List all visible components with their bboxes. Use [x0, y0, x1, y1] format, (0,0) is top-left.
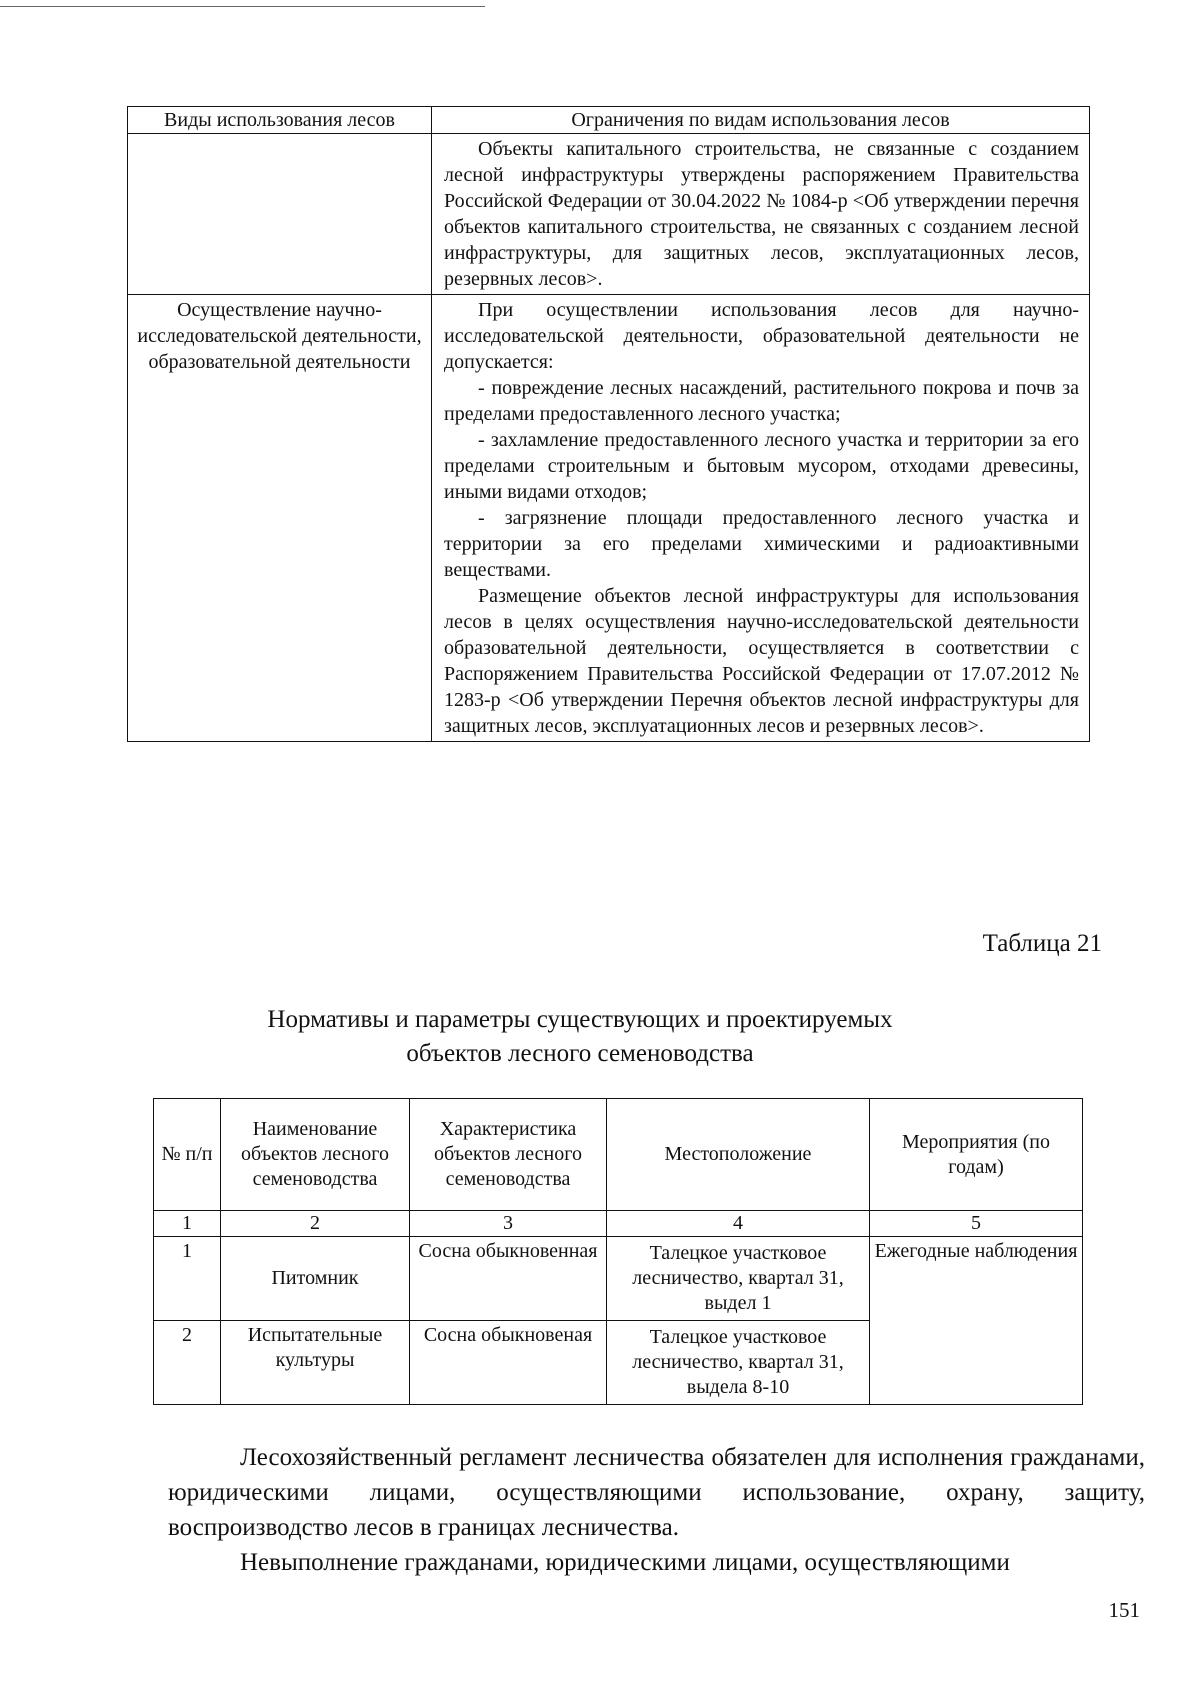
cell-location: Талецкое участковое лесничество, квартал 31, выдела 8-10: [607, 1321, 870, 1405]
cell-location: Талецкое участковое лесничество, квартал 31, выдел 1: [607, 1237, 870, 1321]
table-row: [128, 295, 1090, 742]
restriction-paragraph: - повреждение лесных насаждений, растительного покрова и почв за пределами предоставленного лесного участка;: [444, 377, 1079, 425]
restriction-paragraph: - захламление предоставленного лесного участка и территории за его пределами строительным и бытовым мусором, отходами древесины, иными видами отходов;: [444, 429, 1079, 503]
body-text: [168, 1440, 1145, 1580]
table-title-line: объектов лесного семеноводства: [406, 1040, 754, 1067]
cell-characteristic: Сосна обыкновеная: [410, 1321, 607, 1405]
table-title-line: Нормативы и параметры существующих и проектируемых: [267, 1006, 893, 1033]
table-header-row: [128, 107, 1090, 134]
forest-use-restrictions-table: [127, 106, 1090, 742]
table-row: [154, 1237, 1083, 1321]
column-number: 4: [607, 1211, 870, 1237]
table-row: [128, 134, 1090, 295]
cell-number: 2: [154, 1321, 221, 1405]
cell-use-type: Осуществление научно-исследовательской деятельности, образовательной деятельности: [128, 295, 432, 742]
restriction-paragraph: - загрязнение площади предоставленного лесного участка и территории за его пределами химическими и радиоактивными веществами.: [444, 507, 1079, 581]
header-characteristic: Характеристика объектов лесного семеноводства: [410, 1099, 607, 1211]
column-number: 2: [221, 1211, 410, 1237]
header-number: № п/п: [154, 1099, 221, 1211]
table-title: [200, 1003, 960, 1071]
header-name: Наименование объектов лесного семеноводства: [221, 1099, 410, 1211]
column-number-row: [154, 1211, 1083, 1237]
cell-restriction: [432, 134, 1090, 295]
body-paragraph: Лесохозяйственный регламент лесничества обязателен для исполнения гражданами, юридическими лицами, осуществляющими использование, охрану, защиту, воспроизводство лесов в границах лесничества.: [168, 1444, 1145, 1541]
cell-restriction: [432, 295, 1090, 742]
header-forest-use-types: Виды использования лесов: [128, 107, 432, 134]
cell-characteristic: Сосна обыкновенная: [410, 1237, 607, 1321]
column-number: 3: [410, 1211, 607, 1237]
column-number: 1: [154, 1211, 221, 1237]
cell-activities: Ежегодные наблюдения: [870, 1237, 1083, 1405]
header-location: Местоположение: [607, 1099, 870, 1211]
top-edge-rule: [0, 6, 485, 7]
seed-objects-table: [153, 1098, 1083, 1405]
header-activities: Мероприятия (по годам): [870, 1099, 1083, 1211]
table-label: Таблица 21: [982, 930, 1102, 957]
restriction-paragraph: Размещение объектов лесной инфраструктуры для использования лесов в целях осуществления научно-исследовательской деятельности образовательной деятельности, осуществляется в соответствии с Распоряжением Правительства Российской Федерации от 17.07.2012 № 1283-р <Об утверждении Перечня объектов лесной инфраструктуры для защитных лесов, эксплуатационных лесов и резервных лесов>.: [444, 585, 1079, 737]
header-restrictions: Ограничения по видам использования лесов: [432, 107, 1090, 134]
cell-name: Питомник: [221, 1237, 410, 1321]
column-number: 5: [870, 1211, 1083, 1237]
restriction-paragraph: При осуществлении использования лесов для научно-исследовательской деятельности, образовательной деятельности не допускается:: [444, 299, 1079, 373]
cell-name: Испытательные культуры: [221, 1321, 410, 1405]
cell-use-type: [128, 134, 432, 295]
table-header-row: [154, 1099, 1083, 1211]
page-number: 151: [1108, 1598, 1140, 1622]
cell-number: 1: [154, 1237, 221, 1321]
restriction-paragraph: Объекты капитального строительства, не связанные с созданием лесной инфраструктуры утверждены распоряжением Правительства Российской Федерации от 30.04.2022 № 1084-р <Об утверждении перечня объектов капитального строительства, не связанных с созданием лесной инфраструктуры, для защитных лесов, эксплуатационных лесов, резервных лесов>.: [444, 138, 1079, 290]
body-paragraph: Невыполнение гражданами, юридическими лицами, осуществляющими: [240, 1549, 1010, 1576]
